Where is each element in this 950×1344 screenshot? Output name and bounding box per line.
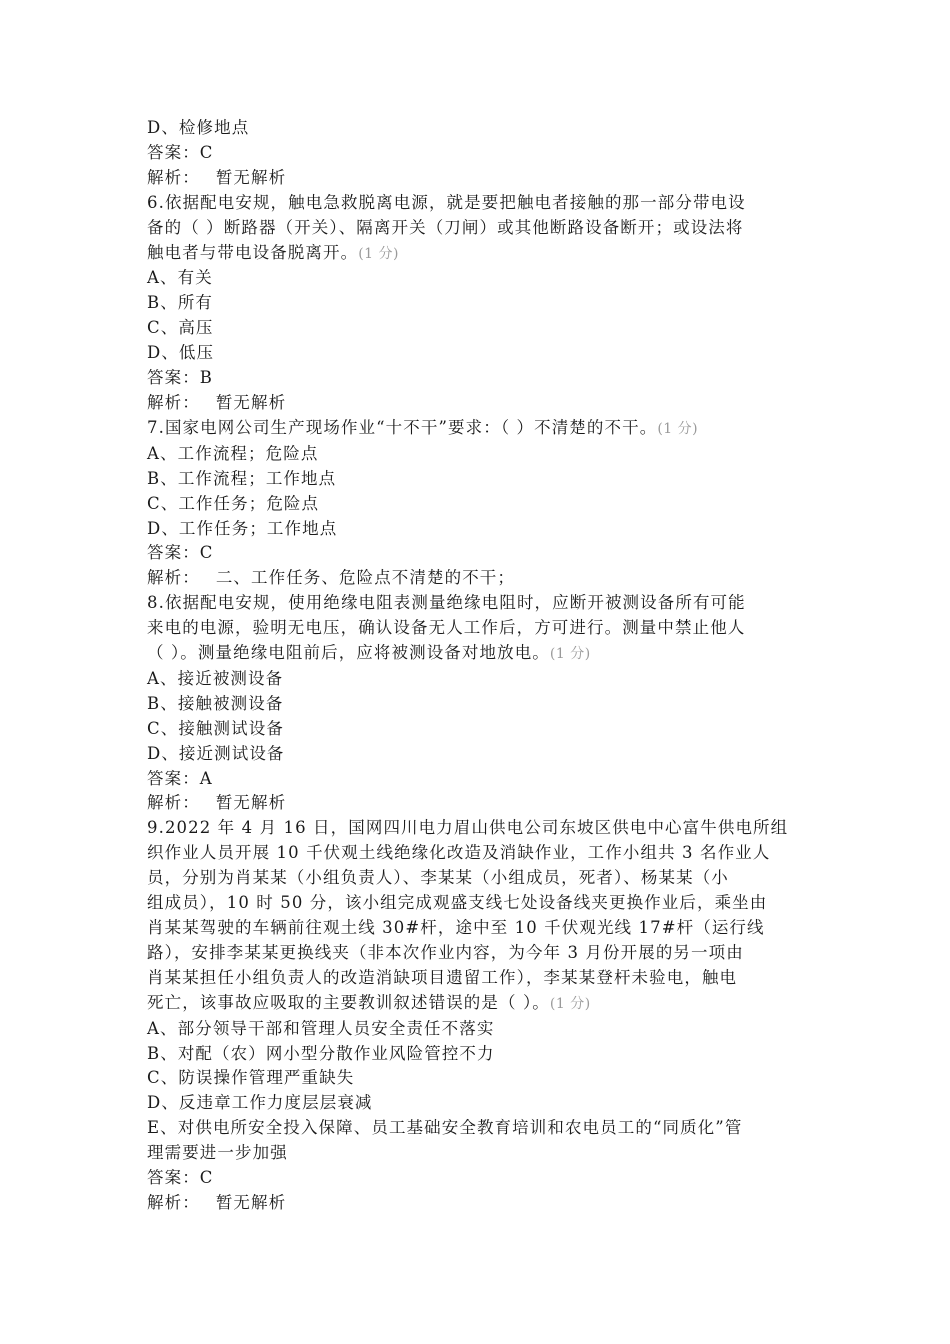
question-8 (147, 591, 807, 816)
option-line: D、接近测试设备 (147, 743, 285, 763)
score-label: (1 分) (657, 420, 699, 437)
analysis-text: 二、工作任务、危险点不清楚的不干； (215, 568, 516, 588)
option-line: B、所有 (147, 293, 214, 313)
question-text-line: 织作业人员开展 10 千伏观土线绝缘化改造及消缺作业，工作小组共 3 名作业人 (147, 843, 771, 863)
question-text-segment: 触电者与带电设备脱离开。 (147, 242, 359, 262)
question-text-line: 来电的电源，验明无电压，确认设备无人工作后，方可进行。测量中禁止他人 (147, 618, 746, 638)
question-text-line: 8.依据配电安规，使用绝缘电阻表测量绝缘电阻时，应断开被测设备所有可能 (147, 593, 746, 613)
question-text-line: 员，分别为肖某某（小组负责人）、李某某（小组成员，死者）、杨某某（小 (147, 868, 729, 888)
question-text-line: 肖某某担任小组负责人的改造消缺项目遗留工作），李某某登杆未验电，触电 (147, 967, 738, 987)
analysis-label: 解析： (147, 568, 200, 588)
analysis-line (147, 566, 807, 591)
answer-line: 答案：C (147, 142, 214, 162)
option-line: C、防误操作管理严重缺失 (147, 1068, 355, 1088)
analysis-text: 暂无解析 (215, 167, 287, 187)
option-line: C、高压 (147, 318, 214, 338)
analysis-text: 暂无解析 (215, 1192, 287, 1212)
option-line: A、有关 (147, 268, 213, 288)
question-text-line (147, 241, 807, 267)
analysis-label: 解析： (147, 793, 200, 813)
option-line: D、反违章工作力度层层衰减 (147, 1093, 373, 1113)
answer-line: 答案：C (147, 543, 214, 563)
answer-line: 答案：A (147, 768, 213, 788)
option-line: A、部分领导干部和管理人员安全责任不落实 (147, 1018, 495, 1038)
question-text-line (147, 991, 807, 1017)
option-line: C、接触测试设备 (147, 718, 284, 738)
analysis-line (147, 1191, 807, 1216)
question-text-line: 组成员），10 时 50 分，该小组完成观盛支线七处设备线夹更换作业后，乘坐由 (147, 893, 768, 913)
analysis-text: 暂无解析 (215, 793, 287, 813)
option-line: A、工作流程；危险点 (147, 443, 319, 463)
analysis-label: 解析： (147, 167, 200, 187)
question-9 (147, 816, 807, 1216)
question-text-segment: 死亡，该事故应吸取的主要教训叙述错误的是（ ）。 (147, 992, 550, 1012)
question-7 (147, 416, 807, 591)
question-6 (147, 191, 807, 416)
analysis-line (147, 166, 807, 191)
answer-line: 答案：C (147, 1168, 214, 1188)
option-line: 理需要进一步加强 (147, 1143, 288, 1163)
score-label: (1 分) (549, 995, 591, 1012)
score-label: (1 分) (358, 245, 399, 262)
analysis-label: 解析： (147, 392, 200, 412)
question-text-line (147, 641, 807, 667)
analysis-line (147, 391, 807, 416)
question-text-line: 肖某某驾驶的车辆前往观土线 30#杆，途中至 10 千伏观光线 17#杆（运行线 (147, 918, 765, 937)
option-line: C、工作任务；危险点 (147, 493, 320, 513)
question-text-line (147, 416, 807, 442)
question-text-segment: 7.国家电网公司生产现场作业“十不干”要求：（ ）不清楚的不干。 (147, 417, 658, 437)
answer-line: 答案：B (147, 368, 214, 388)
question-text-line: 6.依据配电安规，触电急救脱离电源，就是要把触电者接触的那一部分带电设 (147, 192, 746, 212)
option-line: D、低压 (147, 343, 215, 363)
option-line: E、对供电所安全投入保障、员工基础安全教育培训和农电员工的“同质化”管 (147, 1118, 743, 1138)
analysis-line (147, 791, 807, 816)
option-line: B、对配（农）网小型分散作业风险管控不力 (147, 1043, 495, 1063)
document-page (147, 116, 807, 1216)
option-line: B、工作流程；工作地点 (147, 468, 337, 488)
option-line: D、工作任务；工作地点 (147, 518, 338, 538)
question-text-line: 9.2022 年 4 月 16 日，国网四川电力眉山供电公司东坡区供电中心富牛供电所组 (147, 818, 789, 838)
question-text-segment: （ ）。测量绝缘电阻前后，应将被测设备对地放电。 (147, 643, 550, 663)
question-text-line: 备的（ ）断路器（开关）、隔离开关（刀闸）或其他断路设备断开；或设法将 (147, 217, 744, 237)
option-line: A、接近被测设备 (147, 668, 284, 688)
option-line: D、检修地点 (147, 118, 250, 137)
question-text-line: 路），安排李某某更换线夹（非本次作业内容，为今年 3 月份开展的另一项由 (147, 942, 744, 962)
option-line: B、接触被测设备 (147, 693, 284, 713)
score-label: (1 分) (549, 646, 591, 663)
analysis-text: 暂无解析 (215, 392, 287, 412)
question-5-tail (147, 116, 807, 191)
analysis-label: 解析： (147, 1192, 200, 1212)
